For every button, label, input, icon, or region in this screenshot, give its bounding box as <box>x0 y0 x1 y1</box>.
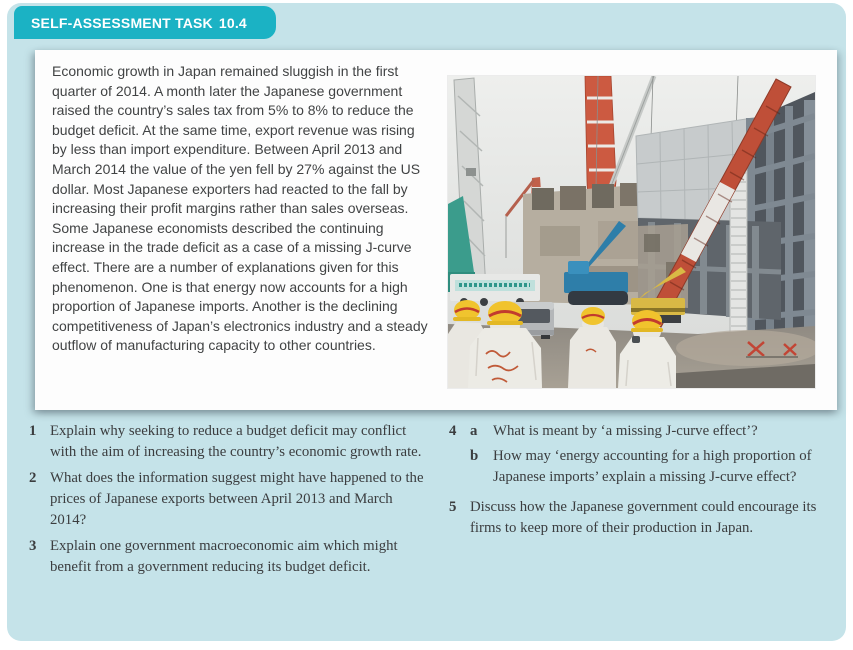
questions-left-column <box>29 421 431 583</box>
question-2-number: 2 <box>29 470 37 486</box>
task-box <box>7 3 846 641</box>
question-5 <box>449 497 839 539</box>
task-tab-title: SELF-ASSESSMENT TASK <box>31 14 213 31</box>
question-4b <box>470 446 839 488</box>
question-4a <box>470 421 839 442</box>
question-3-number: 3 <box>29 538 37 554</box>
question-4b-letter: b <box>470 448 479 464</box>
question-1 <box>29 421 431 463</box>
question-4a-text: What is meant by ‘a missing J-curve effect’? <box>493 423 758 439</box>
question-1-text: Explain why seeking to reduce a budget deficit may conflict with the aim of increasing the country’s economic growth rate. <box>50 423 422 460</box>
question-3-text: Explain one government macroeconomic aim which might benefit from a government reducing its budget deficit. <box>50 538 398 575</box>
question-1-number: 1 <box>29 423 37 439</box>
question-3 <box>29 536 431 578</box>
passage-text: Economic growth in Japan remained sluggish in the first quarter of 2014. A month later the Japanese government raised the country’s sales tax from 5% to 8% to reduce the budget deficit. At the same time, export revenue was rising by less than import expenditure. Between April 2013 and March 2014 the value of the yen fell by 27% against the US dollar. Most Japanese exporters had reacted to the fall by increasing their profit margins rather than sales overseas. Some Japanese economists described the continuing increase in the trade deficit as a case of a missing J-curve effect. There are a number of explanations given for this phenomenon. One is that energy now accounts for a high proportion of Japanese imports. Another is the declining competitiveness of Japan’s electronics industry and a steady outflow of manufacturing capacity to other countries. <box>52 63 428 354</box>
question-4a-letter: a <box>470 423 478 439</box>
task-tab <box>14 6 276 39</box>
questions-right-column <box>449 421 839 544</box>
question-4-number: 4 <box>449 423 457 439</box>
question-2 <box>29 468 431 531</box>
construction-site-photo <box>448 76 815 388</box>
question-4b-text: How may ‘energy accounting for a high proportion of Japanese imports’ explain a missing J-curve effect? <box>493 448 812 485</box>
question-5-text: Discuss how the Japanese government could encourage its firms to keep more of their production in Japan. <box>470 499 817 536</box>
question-5-number: 5 <box>449 499 457 515</box>
task-tab-number: 10.4 <box>218 14 247 31</box>
content-panel <box>35 50 837 410</box>
question-4 <box>449 421 839 492</box>
question-4-parts <box>470 421 839 492</box>
question-2-text: What does the information suggest might have happened to the prices of Japanese exports between April 2013 and March 2014? <box>50 470 424 528</box>
